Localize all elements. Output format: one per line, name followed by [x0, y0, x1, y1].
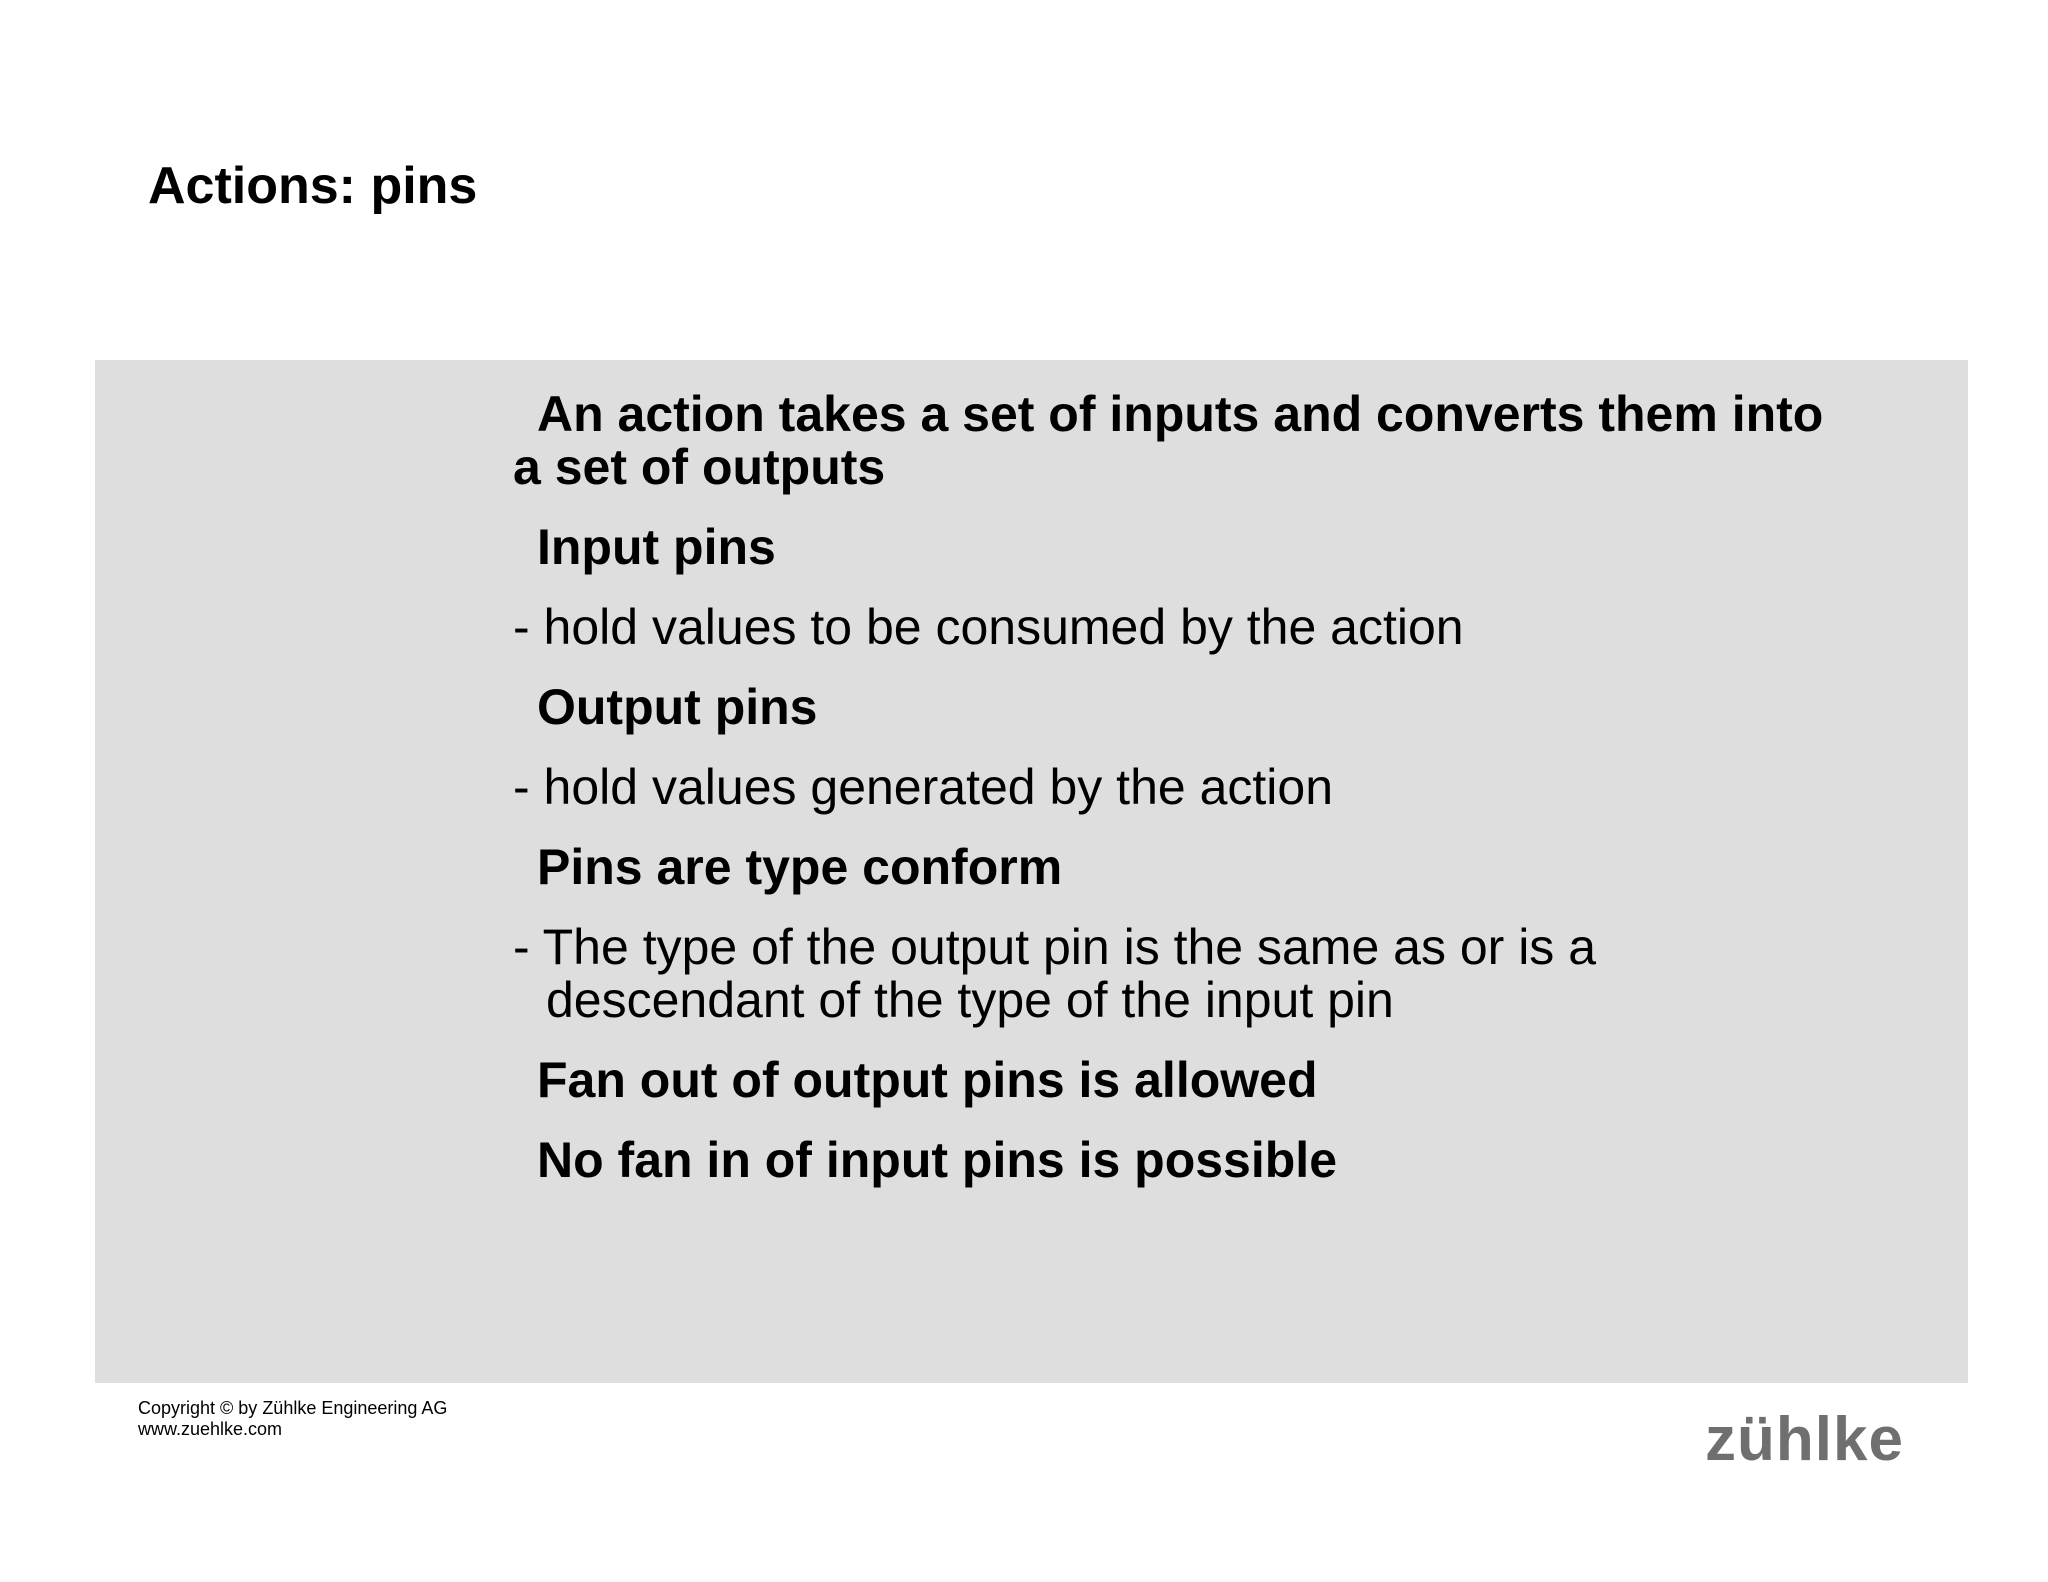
footer-copyright: [138, 1398, 447, 1440]
content-panel: [95, 360, 1968, 1383]
website-text: www.zuehlke.com: [138, 1419, 283, 1439]
zuehlke-logo: zühlke: [1705, 1405, 1904, 1474]
sub-input-pins: - hold values to be consumed by the action: [513, 599, 1464, 655]
bullet-output-pins: Output pins: [537, 679, 818, 735]
bullet-fan-in: No fan in of input pins is possible: [537, 1132, 1337, 1188]
sub-type-conform-line2: descendant of the type of the input pin: [546, 972, 1394, 1028]
slide-title: Actions: pins: [148, 157, 478, 215]
bullet-intro-continued: [513, 441, 1953, 494]
bullet-list: [513, 388, 1953, 1187]
bullet-fan-out: Fan out of output pins is allowed: [537, 1052, 1318, 1108]
copyright-text: Copyright © by Zühlke Engineering AG: [138, 1398, 448, 1418]
bullet-intro: [513, 388, 1953, 441]
sub-output-pins: - hold values generated by the action: [513, 759, 1333, 815]
bullet-intro-line2: a set of outputs: [513, 439, 886, 495]
sub-type-conform-line1: - The type of the output pin is the same as or is a: [513, 919, 1597, 975]
bullet-intro-line1: An action takes a set of inputs and converts them into: [537, 386, 1824, 442]
bullet-input-pins: Input pins: [537, 519, 776, 575]
bullet-type-conform: Pins are type conform: [537, 839, 1063, 895]
